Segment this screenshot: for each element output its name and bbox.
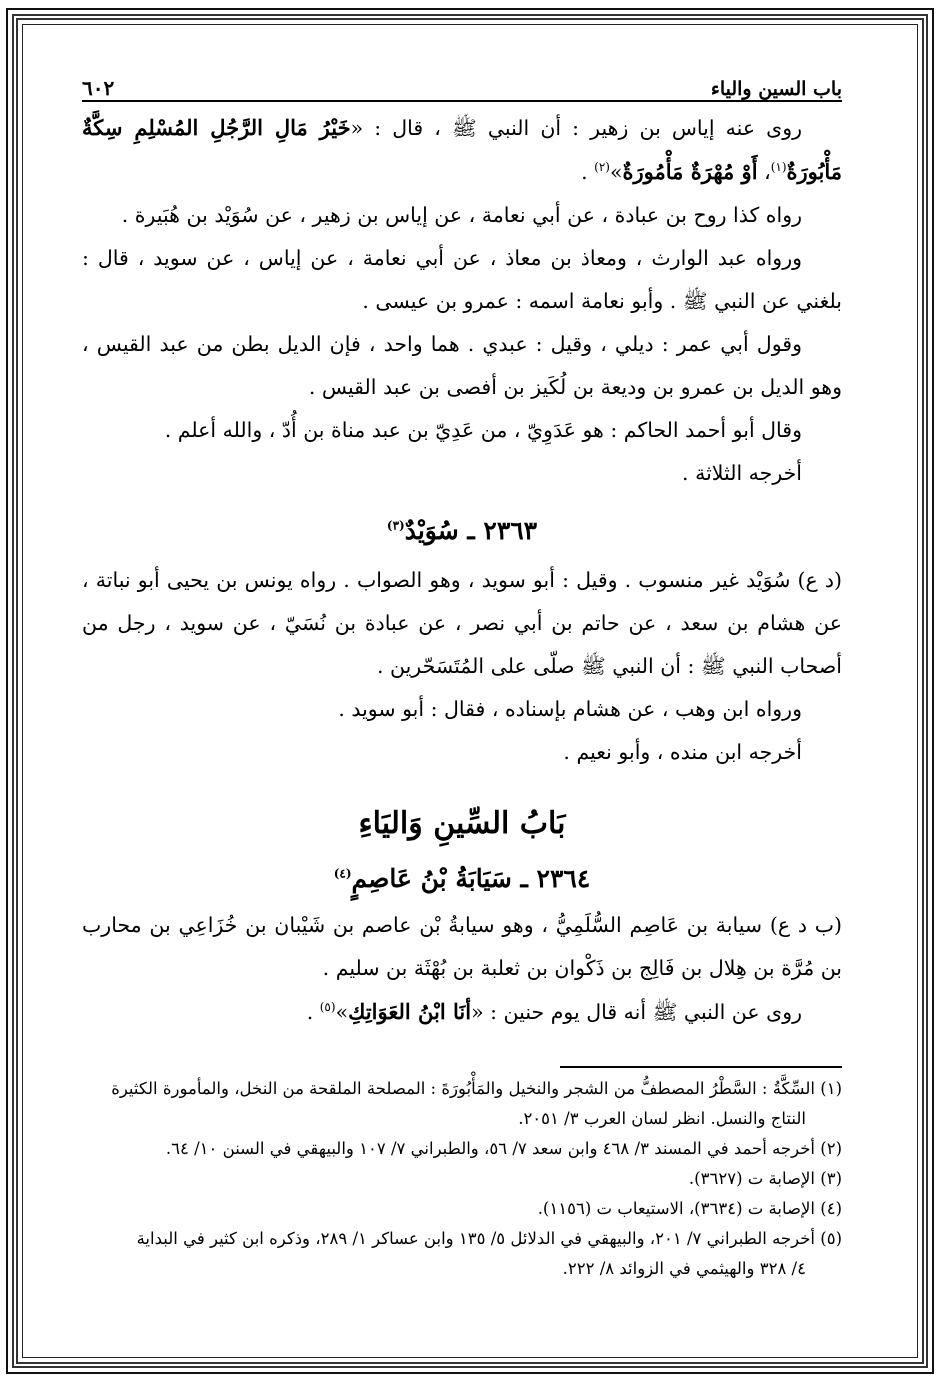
entry-title-2364 bbox=[82, 854, 842, 904]
footnote-ref-4: (٤) bbox=[333, 866, 352, 881]
footnote-ref-1: (١) bbox=[770, 160, 787, 175]
paragraph-4: وقول أبي عمر : ديلي ، وقيل : عبدي . هما واحد ، فإن الديل بطن من عبد القيس ، وهو الديل بن عمرو بن وديعة بن لُكَيز بن أفصى بن عبد القيس . bbox=[82, 332, 842, 399]
paragraph-8: ورواه ابن وهب ، عن هشام بإسناده ، فقال : أبو سويد . bbox=[338, 697, 802, 721]
p11-intro: روى عن النبي ﷺ أنه قال يوم حنين : « bbox=[471, 1000, 802, 1024]
footnote-5: (٥) أخرجه الطبراني ٧/ ٢٠١، والبيهقي في الدلائل ٥/ ١٣٥ وابن عساكر ١/ ٢٨٩، وذكره ابن كثير في البداية bbox=[136, 1229, 842, 1248]
footnote-5-continued: ٤/ ٣٢٨ والهيثمي في الزوائد ٨/ ٢٢٢. bbox=[562, 1259, 806, 1278]
running-header bbox=[82, 70, 842, 102]
footnote-ref-5: (٥) bbox=[319, 1000, 336, 1015]
paragraph-2: رواه كذا روح بن عبادة ، عن أبي نعامة ، عن إياس بن زهير ، عن سُوَيْد بن هُبَيرة . bbox=[121, 203, 802, 227]
p11-end: . bbox=[306, 1000, 320, 1024]
chapter-title: بَابُ السِّينِ وَاليَاءِ bbox=[358, 806, 566, 841]
page-number: ٦٠٢ bbox=[82, 76, 115, 100]
page-content bbox=[82, 70, 842, 1310]
paragraph-11 bbox=[82, 990, 842, 1034]
entry-title-2363 bbox=[82, 503, 842, 559]
entry-title-2363-text: ٢٣٦٣ ـ سُوَيْدٌ bbox=[404, 516, 538, 545]
hadith-text-3: أنَا ابْنُ العَوَاتِكِ bbox=[348, 999, 472, 1024]
paragraph-5: وقال أبو أحمد الحاكم : هو عَدَوِيّ ، من عَدِيّ بن عبد مناة بن أُدّ ، والله أعلم . bbox=[164, 418, 802, 442]
footnote-separator bbox=[560, 1066, 842, 1068]
paragraph-3: ورواه عبد الوارث ، ومعاذ بن معاذ ، عن أبي نعامة ، عن إياس ، عن سويد ، قال : بلغني عن النبي ﷺ . وأبو نعامة اسمه : عمرو بن عيسى . bbox=[82, 246, 842, 313]
paragraph-1 bbox=[82, 106, 842, 194]
p1-end: . bbox=[581, 160, 595, 184]
paragraph-9: أخرجه ابن منده ، وأبو نعيم . bbox=[563, 740, 802, 764]
footnote-ref-2: (٢) bbox=[594, 160, 610, 175]
footnote-1-continued: النتاج والنسل. انظر لسان العرب ٣/ ٢٠٥١. bbox=[518, 1109, 806, 1128]
footnote-1: (١) السِّكَّةُ : السَّطْرُ المصطفُّ من الشجر والنخيل والمَأْبُورَةَ : المصلحة الملقحة من النخل، والمأمورة الكثيرة bbox=[111, 1079, 842, 1098]
footnote-3: (٣) الإصابة ت (٣٦٢٧). bbox=[688, 1169, 842, 1188]
footnotes bbox=[82, 1074, 842, 1284]
p1-intro: روى عنه إياس بن زهير : أن النبي ﷺ ، قال : « bbox=[350, 116, 803, 140]
footnote-ref-3: (٣) bbox=[386, 518, 405, 533]
p1-quote-close: » bbox=[609, 160, 623, 184]
p11-quote-close: » bbox=[335, 1000, 349, 1024]
p1-separator: ، bbox=[757, 160, 771, 184]
paragraph-6: أخرجه الثلاثة . bbox=[682, 461, 802, 485]
paragraph-10: (ب د ع) سيابة بن عَاصِم السُّلَمِيُّ ، وهو سيابةُ بْن عاصم بن شَيْبان بن خُزَاعِي بن محارب بن مُرَّة بن هِلال بن فَالِج بن ذَكْوان بن ثعلبة بن بُهْثَة بن سليم . bbox=[82, 913, 842, 980]
running-title: باب السين والياء bbox=[710, 78, 842, 100]
paragraph-7: (د ع) سُوَيْد غير منسوب . وقيل : أبو سويد ، وهو الصواب . رواه يونس بن يحيى أبو نباتة ، عن هشام بن سعد ، عن حاتم بن أبي نصر ، عن عبادة بن نُسَيّ ، عن سويد ، رجل من أصحاب النبي ﷺ : أن النبي ﷺ صلّى على المُتَسَحّرين . bbox=[82, 568, 842, 678]
entry-title-2364-text: ٢٣٦٤ ـ سَيَابَةُ بْنُ عَاصِمٍ bbox=[351, 864, 591, 893]
hadith-text-2: أَوْ مُهْرَةٌ مَأْمُورَةٌ bbox=[622, 159, 758, 184]
hadith-text-1: خَيْرُ مَالِ الرَّجُلِ المُسْلِمِ سِكَّةٌ مَأْبُورَةٌ bbox=[82, 115, 842, 184]
footnote-2: (٢) أخرجه أحمد في المسند ٣/ ٤٦٨ وابن سعد ٧/ ٥٦، والطبراني ٧/ ١٠٧ والبيهقي في السنن ١٠/ ٦٤. bbox=[165, 1139, 842, 1158]
footnote-4: (٤) الإصابة ت (٣٦٣٤)، الاستيعاب ت (١١٥٦). bbox=[537, 1199, 842, 1218]
